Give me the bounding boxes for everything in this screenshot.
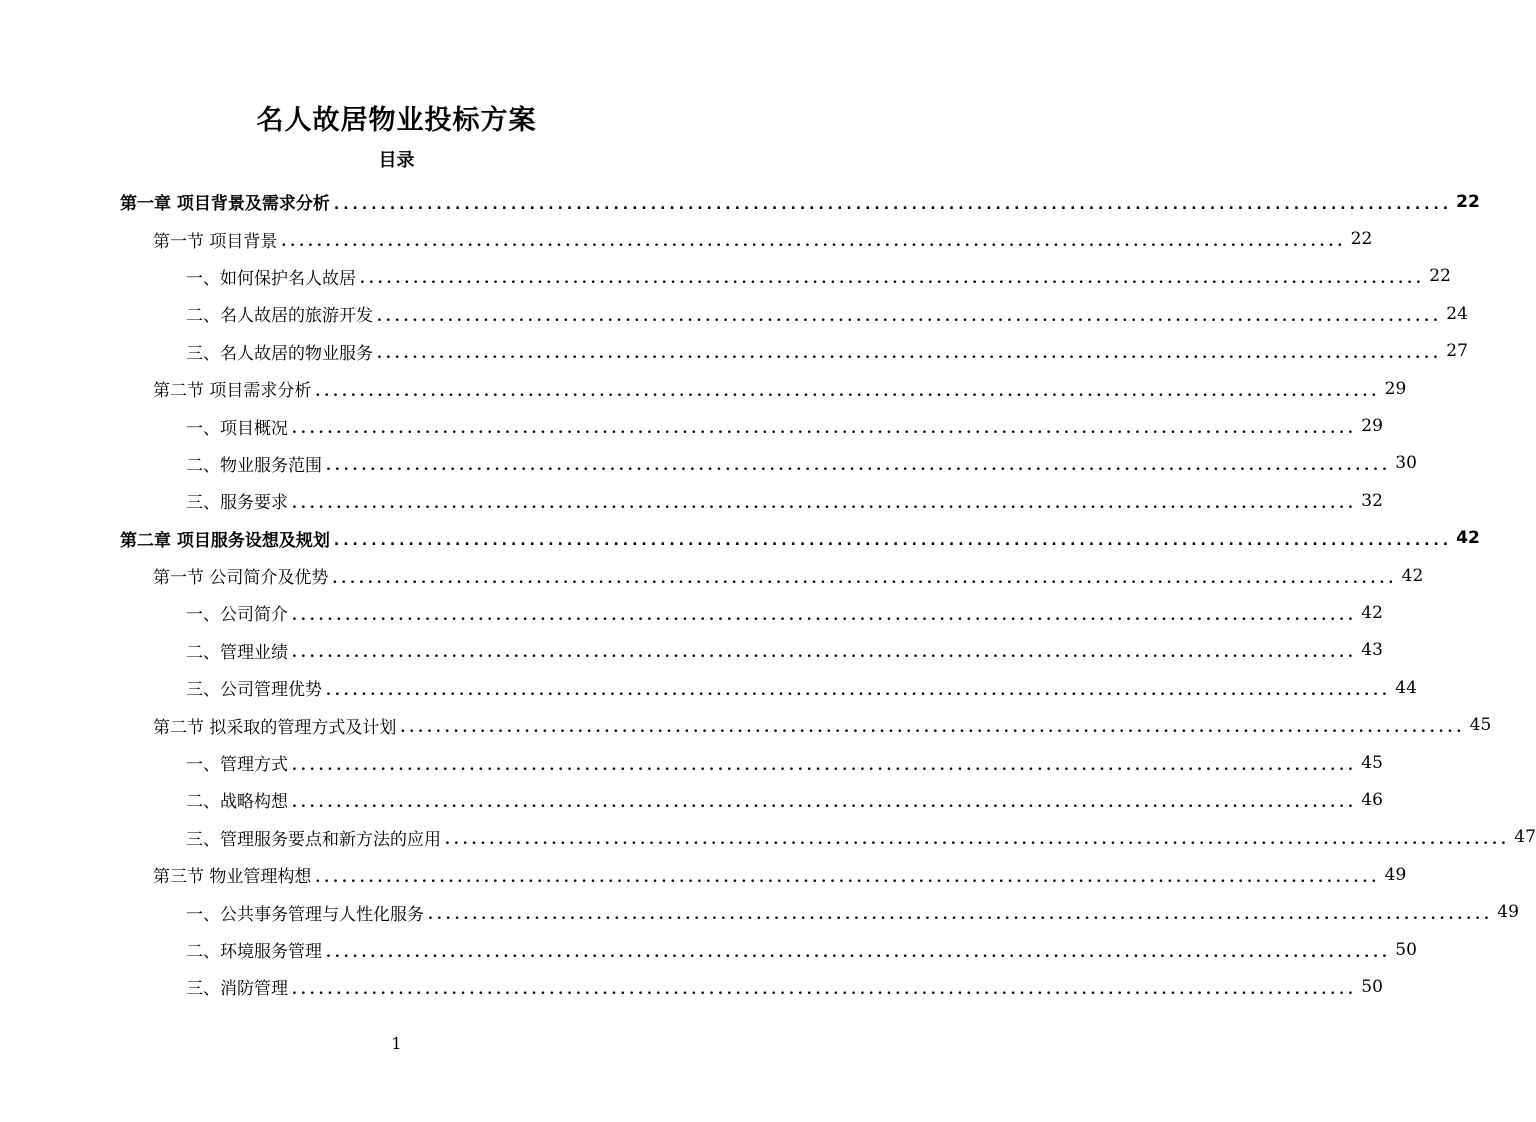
page-number: 1: [391, 1034, 402, 1053]
toc-dot-leader: ........................................................................................................................: [445, 832, 1510, 849]
toc-dot-leader: ........................................................................................................................: [428, 907, 1493, 924]
toc-subsection-entry[interactable]: [0, 295, 1468, 332]
toc-subsection-entry[interactable]: [0, 893, 1519, 930]
toc-dot-leader: ........................................................................................................................: [333, 533, 1453, 550]
toc-entry-text: 二、名人故居的旅游开发: [186, 306, 373, 327]
toc-entry-text: 三、名人故居的物业服务: [186, 343, 373, 364]
toc-subsection-entry[interactable]: [0, 931, 1417, 968]
toc-dot-leader: ........................................................................................................................: [292, 607, 1357, 624]
toc-subsection-entry[interactable]: [0, 407, 1383, 444]
toc-subsection-entry[interactable]: [0, 744, 1383, 781]
toc-entry-text: 二、战略构想: [186, 792, 288, 813]
toc-entry-page: 29: [1384, 378, 1407, 399]
toc-dot-leader: ........................................................................................................................: [292, 757, 1357, 774]
toc-section-entry[interactable]: [0, 557, 1424, 594]
toc-entry-page: 29: [1361, 416, 1383, 437]
toc-section-entry[interactable]: [0, 706, 1492, 743]
toc-entry-page: 49: [1497, 902, 1519, 923]
toc-entry-text: 三、管理服务要点和新方法的应用: [186, 829, 441, 850]
toc-subsection-entry[interactable]: [0, 669, 1417, 706]
toc-dot-leader: ........................................................................................................................: [292, 794, 1357, 811]
toc-entry-page: 47: [1514, 827, 1536, 848]
toc-entry-page: 32: [1361, 490, 1383, 511]
toc-entry-text: 二、管理业绩: [186, 642, 288, 663]
toc-entry-text: 一、如何保护名人故居: [186, 268, 356, 289]
toc-entry-page: 30: [1395, 453, 1417, 474]
toc-section-entry[interactable]: [0, 856, 1407, 893]
toc-entry-page: 22: [1350, 229, 1373, 250]
toc-subsection-entry[interactable]: [0, 819, 1536, 856]
toc-heading: 目录: [378, 150, 415, 171]
toc-dot-leader: ........................................................................................................................: [292, 645, 1357, 662]
toc-entry-text: 一、公共事务管理与人性化服务: [186, 904, 424, 925]
toc-entry-text: 三、公司管理优势: [186, 680, 322, 701]
toc-chapter-entry[interactable]: [0, 520, 1480, 557]
toc-chapter-entry[interactable]: [0, 183, 1480, 220]
toc-dot-leader: ........................................................................................................................: [326, 944, 1391, 961]
toc-entry-text: 一、公司简介: [186, 605, 288, 626]
toc-dot-leader: ........................................................................................................................: [333, 196, 1453, 213]
toc-dot-leader: ........................................................................................................................: [315, 383, 1381, 400]
toc-entry-text: 第二节 项目需求分析: [153, 381, 312, 402]
toc-dot-leader: ........................................................................................................................: [400, 720, 1466, 737]
toc-subsection-entry[interactable]: [0, 258, 1451, 295]
toc-entry-page: 46: [1361, 789, 1383, 810]
toc-entry-page: 42: [1456, 528, 1480, 549]
toc-entry-text: 一、管理方式: [186, 755, 288, 776]
toc-entry-text: 一、项目概况: [186, 418, 288, 439]
toc-entry-page: 50: [1361, 976, 1383, 997]
toc-entry-text: 第三节 物业管理构想: [153, 867, 312, 888]
toc-dot-leader: ........................................................................................................................: [326, 458, 1391, 475]
toc-entry-page: 50: [1395, 939, 1417, 960]
toc-entry-text: 第一节 项目背景: [153, 231, 278, 252]
toc-entry-text: 二、物业服务范围: [186, 455, 322, 476]
toc-entry-page: 43: [1361, 640, 1383, 661]
toc-entry-text: 第二章 项目服务设想及规划: [120, 530, 330, 551]
toc-entry-text: 第一节 公司简介及优势: [153, 568, 329, 589]
toc-subsection-entry[interactable]: [0, 594, 1383, 631]
toc-dot-leader: ........................................................................................................................: [292, 981, 1357, 998]
toc-dot-leader: ........................................................................................................................: [332, 570, 1398, 587]
toc-dot-leader: ........................................................................................................................: [292, 495, 1357, 512]
toc-dot-leader: ........................................................................................................................: [360, 271, 1425, 288]
toc-entry-text: 二、环境服务管理: [186, 942, 322, 962]
toc-entry-page: 45: [1361, 752, 1383, 773]
toc-section-entry[interactable]: [0, 370, 1407, 407]
toc-entry-text: 三、服务要求: [186, 493, 288, 514]
toc-subsection-entry[interactable]: [0, 445, 1417, 482]
toc-entry-page: 45: [1469, 715, 1492, 736]
toc-entry-text: 第一章 项目背景及需求分析: [120, 194, 330, 215]
toc-dot-leader: ........................................................................................................................: [292, 421, 1357, 438]
toc-entry-page: 24: [1446, 303, 1468, 324]
toc-entry-page: 22: [1429, 266, 1451, 287]
toc-dot-leader: ........................................................................................................................: [281, 234, 1347, 251]
toc-entry-text: 第二节 拟采取的管理方式及计划: [153, 717, 397, 738]
toc-subsection-entry[interactable]: [0, 968, 1383, 1005]
toc-dot-leader: ........................................................................................................................: [377, 308, 1442, 325]
toc-dot-leader: ........................................................................................................................: [377, 346, 1442, 363]
toc-entry-page: 42: [1361, 602, 1383, 623]
toc-subsection-entry[interactable]: [0, 632, 1383, 669]
toc-subsection-entry[interactable]: [0, 333, 1468, 370]
toc-entry-text: 三、消防管理: [186, 979, 288, 1000]
toc-entry-page: 49: [1384, 864, 1407, 885]
document-title: 名人故居物业投标方案: [256, 105, 537, 136]
toc-subsection-entry[interactable]: [0, 781, 1383, 818]
toc-entry-page: 44: [1395, 677, 1417, 698]
toc-dot-leader: ........................................................................................................................: [326, 682, 1391, 699]
toc-entry-page: 27: [1446, 341, 1468, 362]
toc-entry-page: 22: [1456, 191, 1480, 212]
toc-entry-page: 42: [1401, 565, 1424, 586]
toc-subsection-entry[interactable]: [0, 482, 1383, 519]
toc-dot-leader: ........................................................................................................................: [315, 869, 1381, 886]
toc-section-entry[interactable]: [0, 220, 1373, 257]
table-of-contents: [0, 183, 1536, 1006]
